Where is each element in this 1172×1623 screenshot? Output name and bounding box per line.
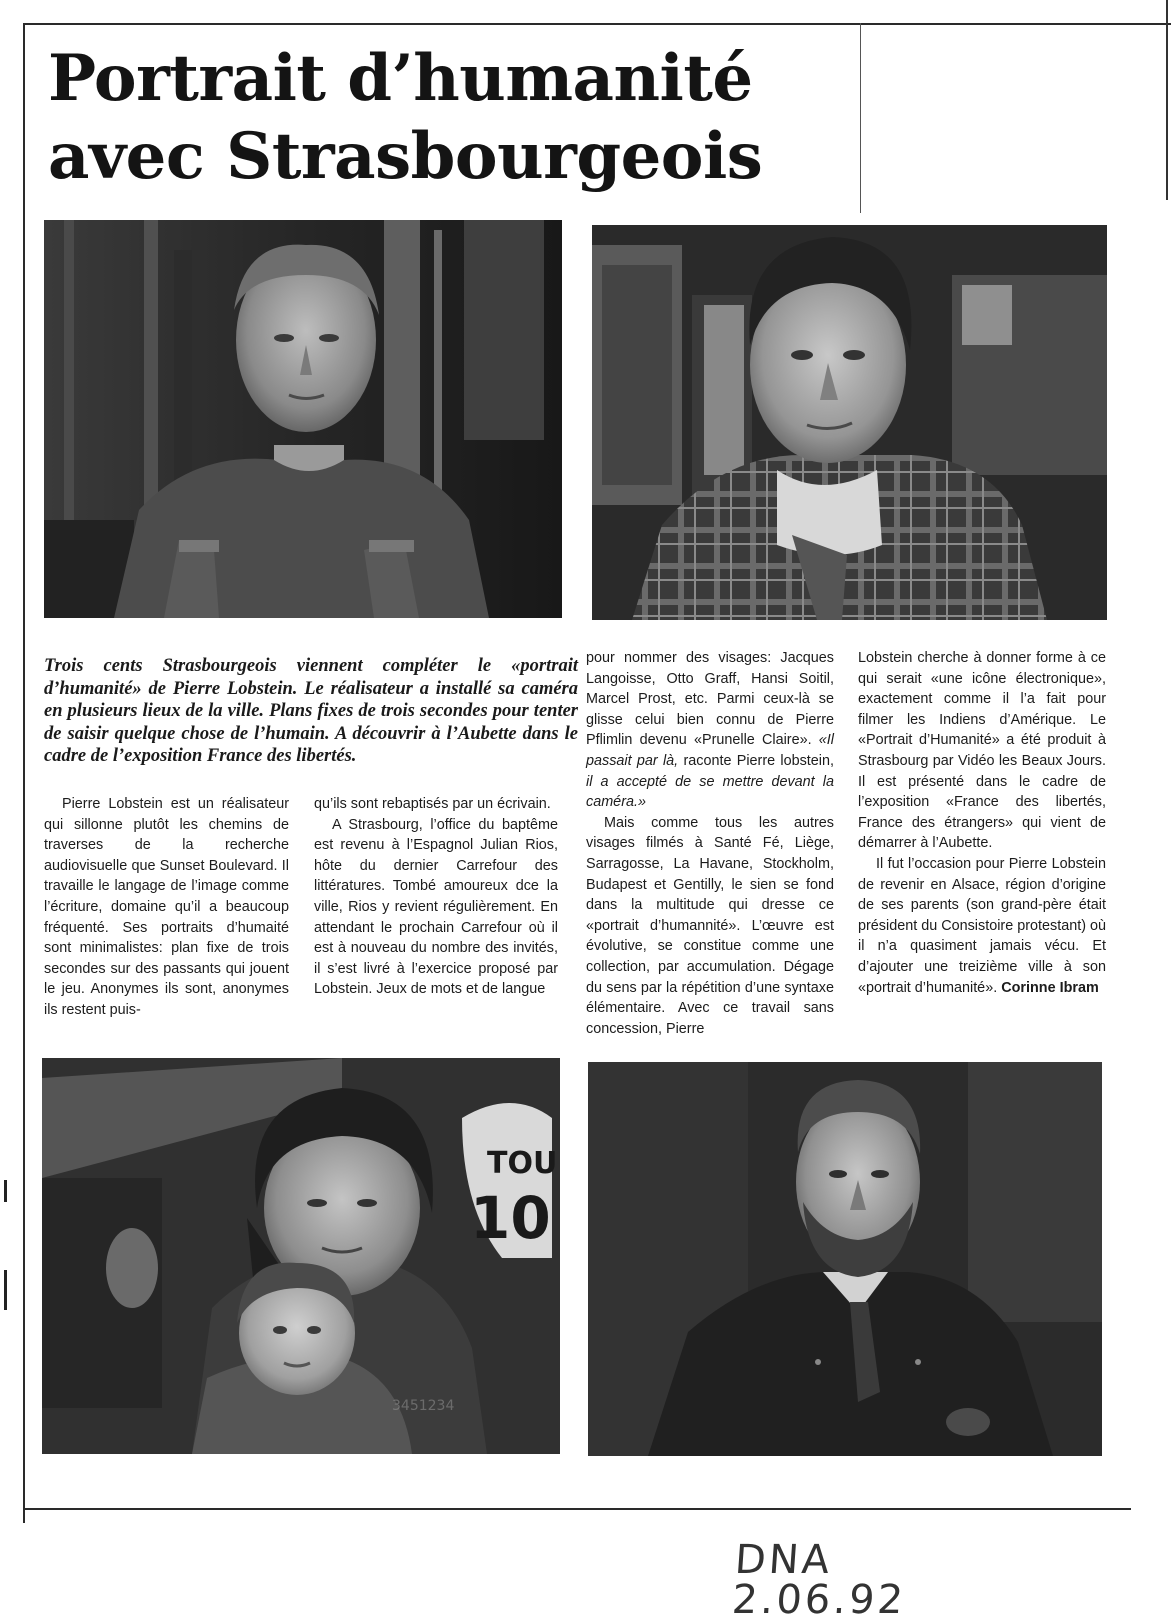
body-column-2 (314, 794, 558, 1000)
scan-edge-tick (4, 1270, 7, 1310)
quote-text: «Il passait par là, (586, 732, 834, 769)
frame-right-rule (860, 23, 861, 213)
photo-woman-with-child (42, 1058, 560, 1454)
paragraph: A Strasbourg, l’office du baptême est revenu à l’Espagnol Julian Rios, hôte du dernier Carrefour des littératures. Tombé amoureux dce la ville, Rios y revient régulièrement. En attendant le prochain Carrefour où il est à nouveau du nombre des invités, il s’est livré à l’exercice proposé par Lobstein. Jeux de mots et de langue (314, 816, 558, 998)
paragraph-text: Il fut l’occasion pour Pierre Lobstein de revenir en Alsace, région d’origine de ses parents (son grand-père était président du Consistoire protestant) où il n’a quasiment jamais vécu. Et d’ajouter une treizième ville à son «portrait d’humanité». (858, 855, 1106, 996)
body-column-1 (44, 794, 289, 1021)
paragraph: qu’ils sont rebaptisés par un écrivain. (314, 796, 551, 812)
paragraph: Lobstein cherche à donner forme à ce qui serait «une icône électronique», exactement comme il l’a fait pour filmer les Indiens d’Amérique. Le «Portrait d’Humanité» a été produit à Strasbourg par Vidéo les Beaux Jours. Il est présenté dans le cadre de l’exposition «France des libertés, France des étrangers» qui vient de démarrer à l’Aubette. (858, 650, 1106, 852)
scan-edge-tick (4, 1180, 7, 1202)
paragraph-text: raconte Pierre lobstein, (678, 752, 835, 769)
photo-young-man-overalls (44, 220, 562, 618)
body-column-4 (858, 648, 1106, 998)
shop-sign-text-1: TOU (487, 1146, 558, 1181)
lead-paragraph: Trois cents Strasbourgeois viennent compléter le «portrait d’humanité» de Pierre Lobstein. Le réalisateur a installé sa caméra en plusieurs lieux de la ville. Plans fixes de trois secondes pour tenter de saisir quelque chose de l’humain. A découvrir à l’Aubette dans le cadre de l’exposition France des libertés. (44, 656, 578, 767)
headline (48, 40, 848, 196)
scan-edge-mark (1166, 0, 1168, 200)
paragraph (858, 854, 1106, 998)
paragraph (586, 648, 834, 813)
shop-sign-text-2: 10 (470, 1184, 551, 1252)
paragraph: Pierre Lobstein est un réalisateur qui sillonne plutôt les chemins de traverses de la recherche audiovisuelle que Sunset Boulevard. Il travaille le langage de l’image comme l’écriture, domaine qu’il a beaucoup fréquenté. Ses portraits d’humaité sont minimalistes: plan fixe de trois secondes sur des passants qui jouent le jeu. Anonymes ils sont, anonymes ils restent puis- (44, 796, 289, 1018)
headline-line-2: avec Strasbourgeois (48, 119, 763, 194)
frame-top-rule (23, 23, 1171, 25)
quote-text: il a accepté de se mettre devant la caméra.» (586, 773, 834, 811)
paragraph-text: pour nommer des visages: Jacques Langoisse, Otto Graff, Hansi Soitil, Marcel Prost, etc. Parmi ceux-là se glisse celui bien connu de Pierre Pflimlin devenu «Prunelle Claire». (586, 650, 834, 749)
photo-ghost-text: 3451234 (392, 1398, 455, 1414)
author-signature: Corinne Ibram (1001, 979, 1099, 996)
body-column-3 (586, 648, 834, 1039)
headline-line-1: Portrait d’humanité (48, 41, 753, 116)
photo-man-in-uniform (588, 1062, 1102, 1456)
photo-man-plaid-jacket (592, 225, 1107, 620)
frame-left-rule (23, 23, 25, 1523)
handwritten-date-note: DNA 2.06.92 (730, 1537, 908, 1623)
paragraph: Mais comme tous les autres visages filmés à Santé Fé, Liège, Sarragosse, La Havane, Stockholm, Budapest et Gentilly, le sien se fond dans la multitude qui dresse ce «portrait d’humannité». L’œuvre est évolutive, se constitue comme une collection, par accumulation. Dégage du sens par la répétition d’une syntaxe élémentaire. Avec ce travail sans concession, Pierre (586, 814, 834, 1037)
frame-bottom-rule (23, 1508, 1131, 1510)
